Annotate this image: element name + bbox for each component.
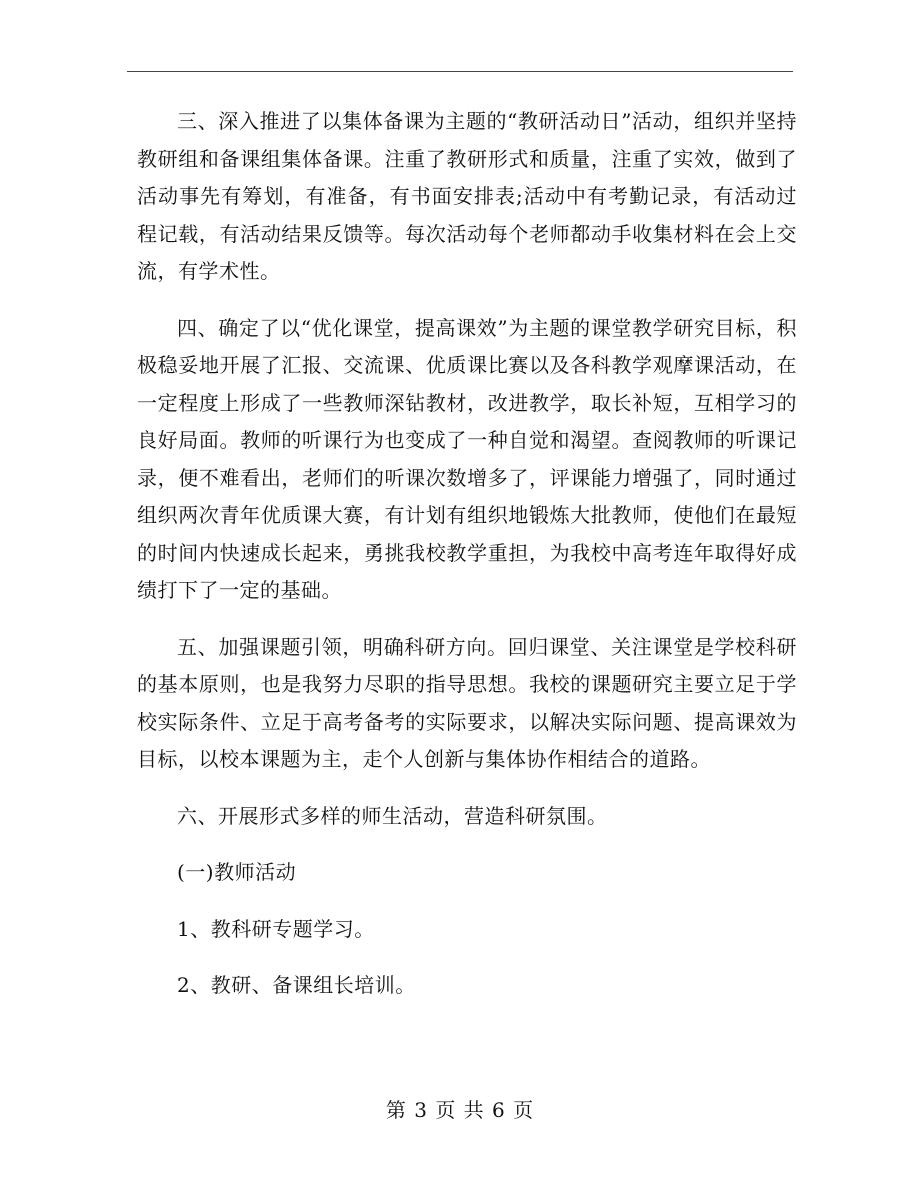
- subheading-teacher-activities: (一)教师活动: [177, 860, 297, 884]
- document-body: [137, 103, 797, 1005]
- header-divider: [127, 71, 793, 72]
- page-number: 第 3 页 共 6 页: [385, 1098, 535, 1122]
- paragraph-section-3: 三、深入推进了以集体备课为主题的“教研活动日”活动，组织并坚持教研组和备课组集体备课。注重了教研形式和质量，注重了实效，做到了活动事先有筹划，有准备，有书面安排表;活动中有考勤记录，有活动过程记载，有活动结果反馈等。每次活动每个老师都动手收集材料在会上交流，有学术性。: [137, 109, 797, 283]
- paragraph-section-4: 四、确定了以“优化课堂，提高课效”为主题的课堂教学研究目标，积极稳妥地开展了汇报、交流课、优质课比赛以及各科教学观摩课活动，在一定程度上形成了一些教师深钻教材，改进教学，取长补短，互相学习的良好局面。教师的听课行为也变成了一种自觉和渴望。查阅教师的听课记录，便不难看出，老师们的听课次数增多了，评课能力增强了，同时通过组织两次青年优质课大赛，有计划有组织地锻炼大批教师，使他们在最短的时间内快速成长起来，勇挑我校教学重担，为我校中高考连年取得好成绩打下了一定的基础。: [137, 315, 797, 602]
- list-item-2: 2、教研、备课组长培训。: [177, 973, 416, 997]
- paragraph-section-6: 六、开展形式多样的师生活动，营造科研氛围。: [177, 803, 608, 828]
- paragraph-section-5: 五、加强课题引领，明确科研方向。回归课堂、关注课堂是学校科研的基本原则，也是我努力尽职的指导思想。我校的课题研究主要立足于学校实际条件、立足于高考备考的实际要求，以解决实际问题、提高课效为目标，以校本课题为主，走个人创新与集体协作相结合的道路。: [137, 634, 797, 771]
- list-item-1: 1、教科研专题学习。: [177, 916, 375, 941]
